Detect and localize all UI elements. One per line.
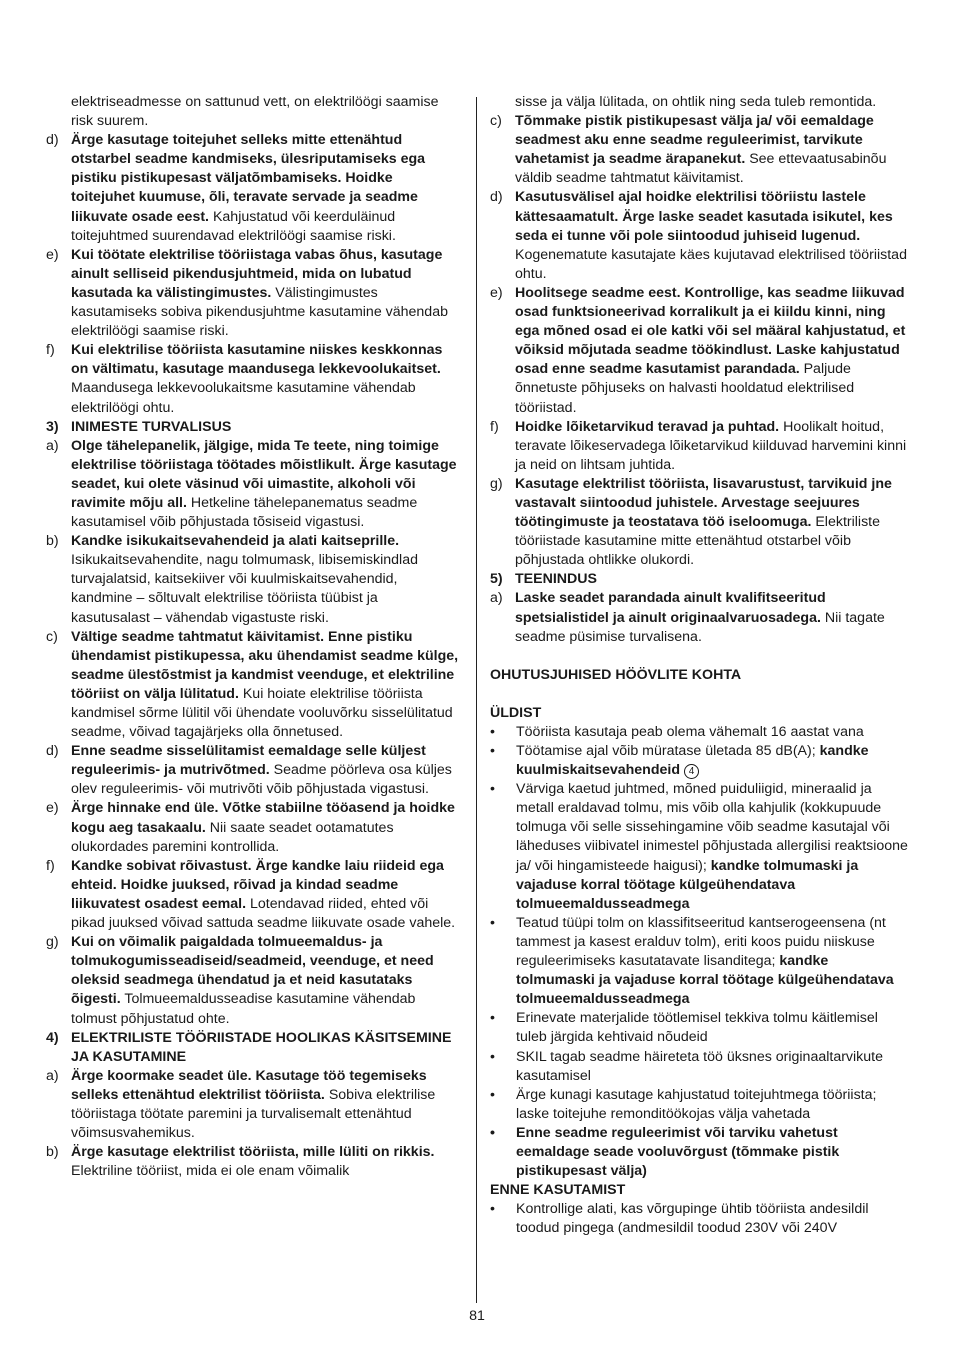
list-item-e: e) Ärge hinnake end üle. Võtke stabiilne tööasend ja hoidke kogu aeg tasakaalu. Nii saate seadet ootamatutes olukordades paremini kontrollida. <box>46 800 455 855</box>
bullet-item: • Erinevate materjalide töötlemisel tekkiva tolmu käitlemisel tuleb järgida kehtivaid nõudeid <box>490 1010 878 1046</box>
bullet-dot: • <box>490 743 495 759</box>
section-heading-4: 4) ELEKTRILISTE TÖÖRIISTADE HOOLIKAS KÄSITSEMINE JA KASUTAMINE <box>46 1029 452 1065</box>
list-item-d: d) Kasutusvälisel ajal hoidke elektrilisi tööriistu lastele kättesaamatult. Ärge laske seadet kasutada isikutel, kes seda ei tunne või pole siintoodud juhiseid lugenud. Kogenematute kasutajate käes kujutavad elektrilised tööriistad ohtu. <box>490 189 907 282</box>
list-item-b: b) Kandke isikukaitsevahendeid ja alati kaitseprille. Isikukaitsevahendite, nagu tolmumask, libisemiskindlad turvajalatsid, kaitsekiiver või kuulmiskaitsevahendid, kandmine – sõltuvalt elektrilise tööriista tüübist ja kasutusalast – vähendab vigastuste riski. <box>46 533 418 626</box>
bullet-item: • Kontrollige alati, kas võrgupinge ühtib tööriista andesildil toodud pingega (andmesildil toodud 230V või 240V <box>490 1201 869 1237</box>
list-item-f: f) Kandke sobivat rõivastust. Ärge kandke laiu riideid ega ehteid. Hoidke juuksed, rõivad ja kindad seadme liikuvatest osadest eemal. Lotendavad riided, ehted või pikad juuksed võivad sattuda seadme liikuvate osade vahele. <box>46 857 456 932</box>
bullet-dot: • <box>490 1201 495 1218</box>
bullet-dot: • <box>490 1048 495 1065</box>
list-item-e: e) Kui töötate elektrilise tööriistaga vabas õhus, kasutage ainult selliseid pikendusjuhtmeid, mida on lubatud kasutada ka välistingimustes. Välistingimustes kasutamiseks sobiva pikendusjuhtme kasutamine vähendab elektrilöögi saamise riski. <box>46 246 448 340</box>
list-item-d: d) Enne seadme sisselülitamist eemaldage selle küljest reguleerimis- ja mutrivõtmed. Seadme pöörleva osa küljes olev reguleerimis- või mutrivõti võib põhjustada vigastusi. <box>46 743 452 798</box>
bullet-dot: • <box>490 1124 495 1141</box>
list-item-f: f) Kui elektrilise tööriista kasutamine niiskes keskkonnas on vältimatu, kasutage maandusega lekkevoolukaitset. Maandusega lekkevoolukaitsme kasutamine vähendab elektrilöögi ohtu. <box>46 342 443 416</box>
continued-paragraph: sisse ja välja lülitada, on ohtlik ning seda tuleb remontida. <box>515 94 877 110</box>
continued-paragraph: elektriseadmesse on sattunud vett, on elektrilöögi saamise risk suurem. <box>71 94 439 130</box>
list-item-c: c) Tõmmake pistik pistikupesast välja ja/ või eemaldage seadmest aku enne seadme reguleerimist, tarvikute vahetamist ja seadme ärapanekut. See ettevaatusabinõu väldib seadme tahtmatut käivitamist. <box>490 113 887 187</box>
list-item-d: d) Ärge kasutage toitejuhet selleks mitte ettenähtud otstarbel seadme kandmiseks, ülesriputamiseks ega pistiku pistikupesast väljatõmbamiseks. Hoidke toitejuhet kuumuse, õli, teravate servade ja seadme liikuvate osade eest. Kahjustatud või keerduläinud toitejuhtmed suurendavad elektrilöögi saamise riski. <box>46 132 426 244</box>
bullet-dot: • <box>490 914 495 931</box>
list-item-b: b) Ärge kasutage elektrilist tööriista, mille lüliti on rikkis. Elektriline tööriist, mida ei ole enam võimalik <box>46 1144 435 1180</box>
list-item-f: f) Hoidke lõiketarvikud teravad ja puhtad. Hoolikalt hoitud, teravate lõikeservadega lõiketarvikud kiilduvad harvemini kinni ja neid on lihtsam juhtida. <box>490 418 907 473</box>
list-item-c: c) Vältige seadme tahtmatut käivitamist. Enne pistiku ühendamist pistikupessa, aku ühendamist seadme külge, seadme ülestõstmist ja kandmist veenduge, et elektriline tööriist on välja lülitatud. Kui hoiate elektrilise tööriista kandmisel sõrme lülitil või ühendate vooluvõrku sisselülitatud seadme, võivad tagajärjeks olla õnnetused. <box>46 628 459 741</box>
list-item-a: a) Ärge koormake seadet üle. Kasutage töö tegemiseks selleks ettenähtud elektrilist tööriista. Sobiva elektrilise tööriistaga töötate paremini ja turvalisemalt ettenähtud võimsusvahemikus. <box>46 1067 436 1142</box>
bullet-item: • Enne seadme reguleerimist või tarviku vahetust eemaldage seade vooluvõrgust (tõmmake pistik pistikupesast välja) <box>490 1124 840 1180</box>
page-number: 81 <box>469 1308 485 1324</box>
section-heading-planer-safety: OHUTUSJUHISED HÖÖVLITE KOHTA <box>490 666 742 683</box>
right-column <box>490 93 910 1238</box>
bullet-item: • Töötamise ajal võib müratase ületada 85 dB(A); kandke kuulmiskaitsevahendeid 4 <box>490 743 869 779</box>
section-heading-general: ÜLDIST <box>490 704 542 721</box>
bullet-item: • Värviga kaetud juhtmed, mõned puiduliigid, mineraalid ja metall eraldavad tolmu, mis võib olla kahjulik (kokkupuude tolmuga või selle sissehingamine võib seadme kasutajal või läheduses viibivatel inimestel põhjustada allergilisi reaktsioone ja/ või hingamisteede haigusi); kandke tolmumaski ja vajaduse korral töötage külgeühendatava tolmueemaldusseadmega <box>490 781 908 912</box>
section-heading-5: 5) TEENINDUS <box>490 571 597 588</box>
bullet-item: • SKIL tagab seadme häireteta töö üksnes originaaltarvikute kasutamisel <box>490 1048 883 1084</box>
left-column <box>46 93 460 1181</box>
list-item-a: a) Olge tähelepanelik, jälgige, mida Te teete, ning toimige elektrilise tööriistaga töötades mõistlikult. Ärge kasutage seadet, kui olete väsinud või uimastite, alkoholi või ravimite mõju all. Hetkeline tähelepanematus seadme kasutamisel võib põhjustada tõsiseid vigastusi. <box>46 437 457 531</box>
bullet-item: • Tööriista kasutaja peab olema vähemalt 16 aastat vana <box>490 723 910 742</box>
bullet-item: • Ärge kunagi kasutage kahjustatud toitejuhtmega tööriista; laske toitejuhe remonditöökojas välja vahetada <box>490 1086 877 1122</box>
list-item-g: g) Kui on võimalik paigaldada tolmueemaldus- ja tolmukogumisseadiseid/seadmeid, veenduge, et need oleksid seadmega ühendatud ja et neid kasutataks õigesti. Tolmueemaldusseadise kasutamine vähendab tolmust põhjustatud ohte. <box>46 934 434 1027</box>
bullet-dot: • <box>490 1010 495 1027</box>
list-item-e: e) Hoolitsege seadme eest. Kontrollige, kas seadme liikuvad osad funktsioneerivad korralikult ja ei kiildu kinni, ning ega mõned osad ei ole katki või sel määral kahjustatud, et võiksid mõjutada seadme töökindlust. Laske kahjustatud osad enne seadme kasutamist parandada. Paljude õnnetuste põhjuseks on halvasti hooldatud elektrilised tööriistad. <box>490 284 906 416</box>
bullet-dot: • <box>490 1086 495 1103</box>
column-divider <box>476 97 477 1303</box>
section-heading-3: 3) INIMESTE TURVALISUS <box>46 418 232 435</box>
bullet-item: • Teatud tüüpi tolm on klassifitseeritud kantserogeensena (nt tammest ja kasest eralduv tolm), eriti koos puidu niiskuse reguleerimiseks kasutatavate lisanditega; kandke tolmumaski ja vajaduse korral töötage külgeühendatava tolmueemaldusseadmega <box>490 914 894 1008</box>
bullet-dot: • <box>490 723 495 740</box>
figure-reference-circle: 4 <box>684 764 699 779</box>
bullet-dot: • <box>490 781 495 798</box>
list-item-g: g) Kasutage elektrilist tööriista, lisavarustust, tarvikuid jne vastavalt siintoodud juhistele. Arvestage seejuures töötingimuste ja teostatava töö iseloomuga. Elektriliste tööriistade kasutamine mitte ettenähtud otstarbel võib põhjustada ohtlikke olukordi. <box>490 475 892 569</box>
section-heading-before-use: ENNE KASUTAMIST <box>490 1182 626 1199</box>
list-item-a: a) Laske seadet parandada ainult kvalifitseeritud spetsialistidel ja ainult originaalvaruosadega. Nii tagate seadme püsimise turvalisena. <box>490 590 885 645</box>
